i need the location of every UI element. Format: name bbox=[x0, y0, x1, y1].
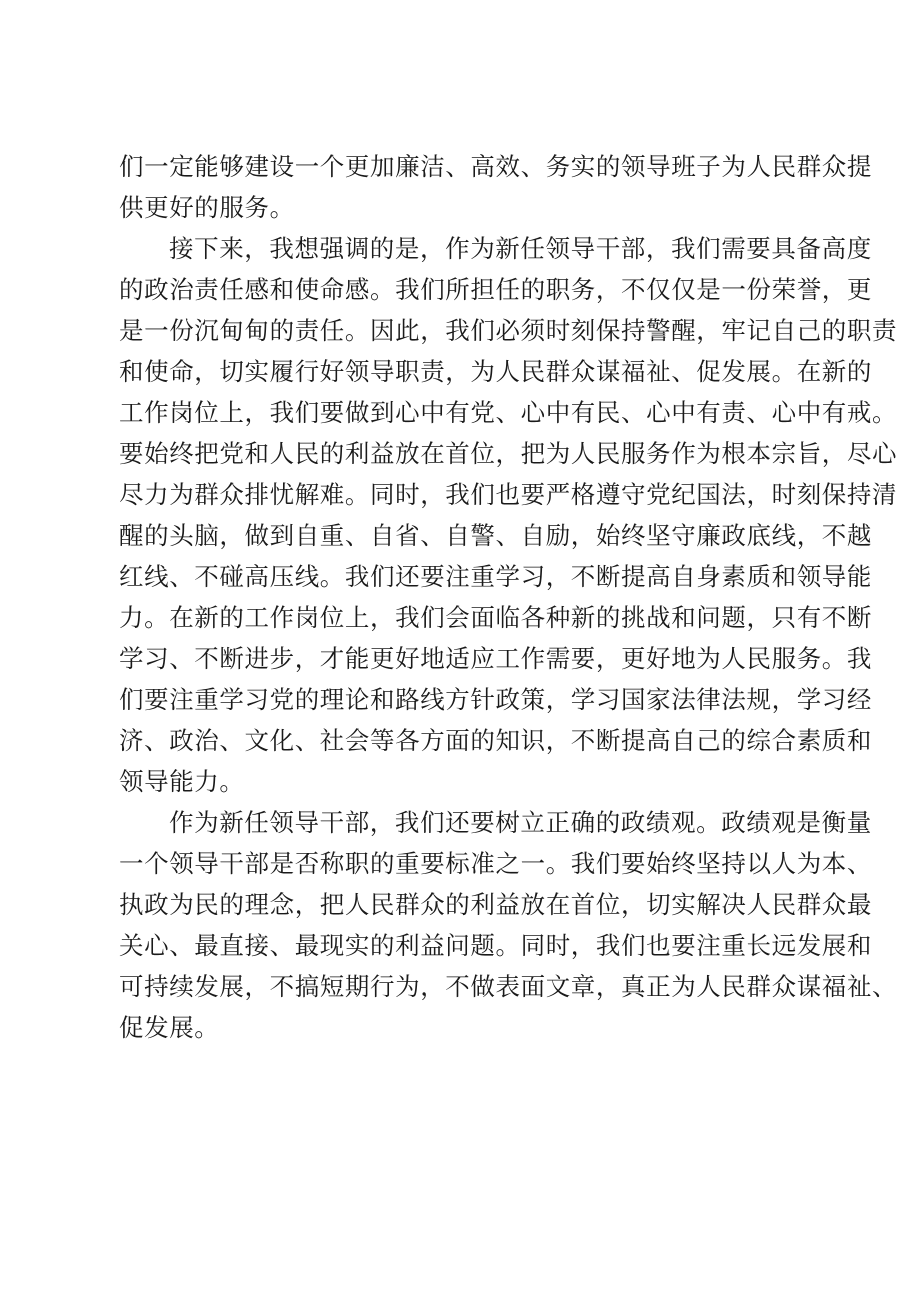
text-line: 济、政治、文化、社会等各方面的知识，不断提高自己的综合素质和 bbox=[119, 726, 872, 755]
text-line: 领导能力。 bbox=[119, 767, 245, 796]
text-line: 可持续发展，不搞短期行为，不做表面文章，真正为人民群众谋福祉、 bbox=[119, 972, 898, 1001]
text-line: 们一定能够建设一个更加廉洁、高效、务实的领导班子为人民群众提 bbox=[119, 152, 872, 181]
text-line: 的政治责任感和使命感。我们所担任的职务，不仅仅是一份荣誉，更 bbox=[119, 275, 872, 304]
text-line: 力。在新的工作岗位上，我们会面临各种新的挑战和问题，只有不断 bbox=[119, 603, 872, 632]
text-line: 醒的头脑，做到自重、自省、自警、自励，始终坚守廉政底线，不越 bbox=[119, 521, 872, 550]
text-line: 是一份沉甸甸的责任。因此，我们必须时刻保持警醒，牢记自己的职责 bbox=[119, 316, 898, 345]
text-line: 要始终把党和人民的利益放在首位，把为人民服务作为根本宗旨，尽心 bbox=[119, 439, 898, 468]
paragraph-start-line: 作为新任领导干部，我们还要树立正确的政绩观。政绩观是衡量 bbox=[169, 808, 872, 837]
text-line: 红线、不碰高压线。我们还要注重学习，不断提高自身素质和领导能 bbox=[119, 562, 872, 591]
text-line: 供更好的服务。 bbox=[119, 193, 295, 222]
paragraph-start-line: 接下来，我想强调的是，作为新任领导干部，我们需要具备高度 bbox=[169, 234, 872, 263]
text-line: 和使命，切实履行好领导职责，为人民群众谋福祉、促发展。在新的 bbox=[119, 357, 872, 386]
text-line: 尽力为群众排忧解难。同时，我们也要严格遵守党纪国法，时刻保持清 bbox=[119, 480, 898, 509]
text-line: 们要注重学习党的理论和路线方针政策，学习国家法律法规，学习经 bbox=[119, 685, 872, 714]
text-line: 执政为民的理念，把人民群众的利益放在首位，切实解决人民群众最 bbox=[119, 890, 872, 919]
text-line: 促发展。 bbox=[119, 1013, 220, 1042]
text-line: 关心、最直接、最现实的利益问题。同时，我们也要注重长远发展和 bbox=[119, 931, 872, 960]
text-line: 学习、不断进步，才能更好地适应工作需要，更好地为人民服务。我 bbox=[119, 644, 872, 673]
document-body bbox=[119, 146, 898, 1048]
text-line: 工作岗位上，我们要做到心中有党、心中有民、心中有责、心中有戒。 bbox=[119, 398, 898, 427]
text-line: 一个领导干部是否称职的重要标准之一。我们要始终坚持以人为本、 bbox=[119, 849, 872, 878]
